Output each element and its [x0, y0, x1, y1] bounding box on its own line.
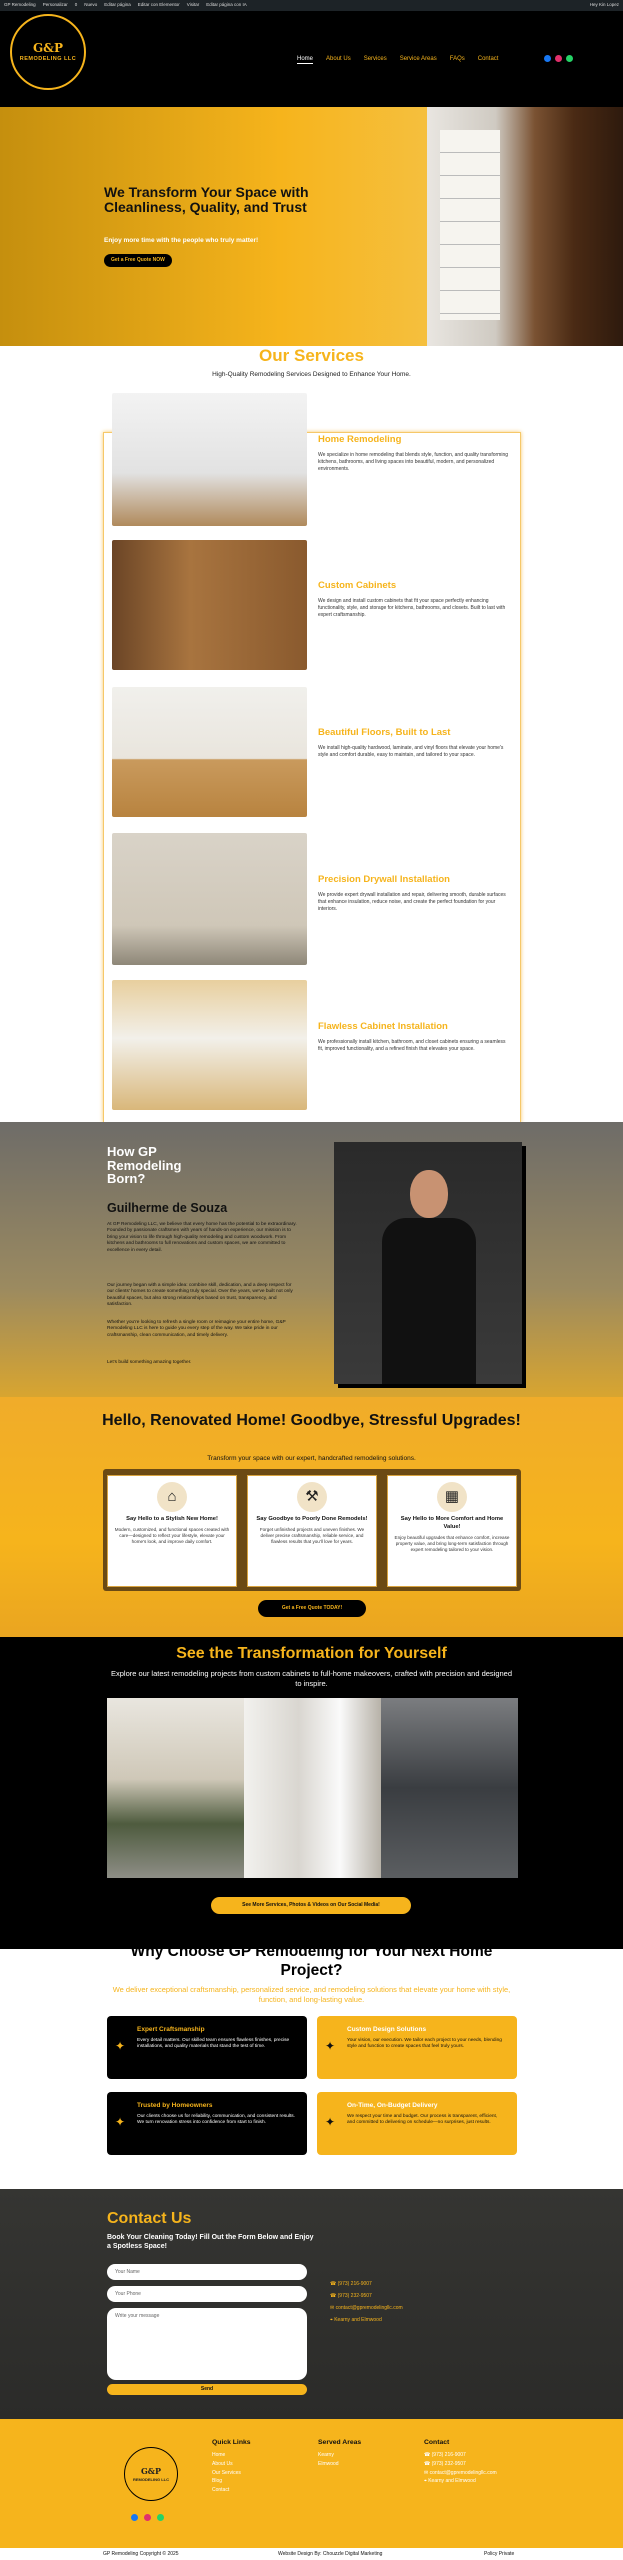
service-text: We design and install custom cabinets that fit your space perfectly enhancing functionality, style, and storage for kitchens, bathrooms, and closets. Built to last with expert craftsmanship.	[318, 598, 506, 618]
whatsapp-icon[interactable]	[566, 55, 573, 62]
footer-contact-text: (973) 216-9007	[431, 2452, 466, 2458]
footer-link[interactable]: Blog	[212, 2478, 223, 2485]
copyright: GP Remodeling Copyright © 2025	[103, 2551, 179, 2557]
contact-phone[interactable]: ☎ (973) 232-9507	[330, 2293, 372, 2299]
quick-links-heading: Quick Links	[212, 2439, 251, 2446]
sparkle-icon: ✦	[325, 2039, 336, 2053]
services-title: Our Services	[259, 346, 364, 365]
contact-phone[interactable]: ☎ (973) 216-9007	[330, 2281, 372, 2287]
about-paragraph: At GP Remodeling LLC, we believe that every home has the potential to be extraordinary. Founded by passionate craftsmen with years of hands-on experience, our mission is to bring your vision to life through high-quality remodeling and custom woodwork. From kitchens and bathrooms to full renovations and custom spaces, we are committed to excellence in every detail.	[107, 1222, 297, 1253]
footer-link[interactable]: Home	[212, 2452, 226, 2458]
contact-section	[0, 2189, 623, 2419]
designer-credit[interactable]: Website Design By: Chouzzle Digital Marketing	[278, 2551, 383, 2557]
message-textarea[interactable]: Write your message	[107, 2308, 307, 2380]
name-input[interactable]: Your Name	[107, 2264, 307, 2280]
why-heading: On-Time, On-Budget Delivery	[347, 2102, 438, 2109]
service-image-floors	[112, 687, 307, 817]
admin-item[interactable]: Nuevo	[84, 2, 98, 8]
footer-contact-text: Kearny and Elmwood	[428, 2478, 476, 2485]
founder-figure-head	[410, 1170, 448, 1218]
why-heading: Trusted by Homeowners	[137, 2102, 213, 2109]
instagram-icon[interactable]	[144, 2514, 151, 2521]
about-paragraph: Let's build something amazing together.	[107, 1360, 192, 1365]
service-text: We professionally install kitchen, bathroom, and closet cabinets ensuring a seamless fit, improved functionality, and a refined finish that elevates your space.	[318, 1039, 506, 1052]
admin-item[interactable]: GP Remodeling	[4, 2, 36, 8]
nav-faqs[interactable]: FAQs	[449, 56, 465, 62]
contact-phone-text: (973) 216-9007	[337, 2281, 372, 2287]
benefit-heading: Say Goodbye to Poorly Done Remodels!	[256, 1516, 368, 1522]
contact-title: Contact Us	[107, 2210, 192, 2227]
phone-input[interactable]: Your Phone	[107, 2286, 307, 2302]
service-heading: Precision Drywall Installation	[318, 874, 450, 885]
footer-logo-mono: G&P	[140, 2465, 162, 2476]
benefit-heading: Say Hello to More Comfort and Home Value!	[400, 1516, 504, 1530]
footer-contact-text: (973) 232-9507	[431, 2460, 466, 2467]
service-text: We specialize in home remodeling that blends style, function, and quality transforming kitchens, bathrooms, and living spaces into beautiful, modern, and personalized environments.	[318, 452, 509, 472]
footer-contact-heading: Contact	[424, 2439, 450, 2446]
hero-subtitle: Enjoy more time with the people who truly matter!	[104, 237, 259, 244]
service-heading: Flawless Cabinet Installation	[318, 1021, 448, 1032]
free-quote-button[interactable]: Get a Free Quote TODAY!	[258, 1600, 366, 1617]
site-footer	[0, 2419, 623, 2560]
admin-item[interactable]: Personalizar	[42, 2, 68, 8]
why-heading: Expert Craftsmanship	[137, 2026, 205, 2033]
benefit-text: Enjoy beautiful upgrades that enhance comfort, increase property value, and bring long-term satisfaction through expert remodeling tailored to your vision.	[394, 1534, 510, 1552]
why-text: We respect your time and budget. Our process is transparent, efficient, and committed to delivering on schedule—no surprises, just results.	[347, 2113, 498, 2126]
benefit-card	[387, 1475, 517, 1587]
footer-logo-name: REMODELING LLC	[133, 2476, 169, 2482]
contact-email[interactable]: ✉ contact@gpremodelingllc.com	[330, 2305, 403, 2311]
whatsapp-icon[interactable]	[157, 2514, 164, 2521]
nav-services[interactable]: Services	[363, 56, 387, 62]
hello-title: Hello, Renovated Home! Goodbye, Stressful Upgrades!	[102, 1412, 521, 1429]
tools-icon: ⚒	[297, 1482, 327, 1512]
footer-logo[interactable]	[124, 2447, 178, 2501]
transformation-title: See the Transformation for Yourself	[176, 1645, 447, 1662]
founder-name: Guilherme de Souza	[107, 1201, 228, 1215]
facebook-icon[interactable]	[544, 55, 551, 62]
transformation-subtitle: Explore our latest remodeling projects from custom cabinets to full-home makeovers, crafted with precision and designed to inspire.	[110, 1669, 513, 1689]
contact-phone-text: (973) 232-9507	[337, 2293, 372, 2299]
served-areas	[318, 2452, 339, 2468]
admin-item[interactable]: Editar página	[104, 2, 131, 8]
founder-figure	[382, 1218, 476, 1384]
about-paragraph: Whether you're looking to refresh a single room or reimagine your entire home, G&P Remodeling LLC is here to guide you every step of the way. We take pride in our craftsmanship, clean communication, and timely delivery.	[107, 1320, 286, 1338]
nav-home[interactable]: Home	[297, 55, 313, 64]
project-photo	[381, 1698, 518, 1878]
hero-quote-button[interactable]: Get a Free Quote NOW	[104, 254, 172, 267]
sparkle-icon: ✦	[325, 2115, 336, 2129]
room-icon: ▦	[437, 1482, 467, 1512]
footer-contact-text: contact@gpremodelingllc.com	[429, 2469, 497, 2476]
why-box	[107, 2092, 307, 2155]
contact-location: ⌖ Kearny and Elmwood	[330, 2317, 382, 2323]
area-item[interactable]: Kearny	[318, 2452, 334, 2458]
service-heading: Beautiful Floors, Built to Last	[318, 727, 451, 738]
admin-item[interactable]: 0	[74, 2, 78, 8]
why-text: Every detail matters. Our skilled team ensures flawless finishes, precise installations, and quality materials that stand the test of time.	[137, 2037, 290, 2050]
about-title: How GP Remodeling Born?	[107, 1144, 182, 1187]
hero-title: We Transform Your Space with Cleanliness, Quality, and Trust	[104, 184, 309, 215]
house-icon: ⌂	[157, 1482, 187, 1512]
hero-cabinets-image	[440, 130, 500, 320]
contact-subtitle: Book Your Cleaning Today! Fill Out the Form Below and Enjoy a Spotless Space!	[107, 2234, 314, 2251]
social-links	[544, 55, 573, 62]
about-paragraph: Our journey began with a simple idea: combine skill, dedication, and a deep respect for our clients' homes to create something truly special. Over the years, we've built not only beautiful spaces, but also strong relationships based on trust, transparency, and satisfaction.	[107, 1283, 293, 1308]
service-heading: Custom Cabinets	[318, 580, 397, 591]
admin-bar	[0, 0, 623, 11]
admin-item[interactable]: Visitar	[186, 2, 200, 8]
contact-email-text: contact@gpremodelingllc.com	[335, 2305, 403, 2311]
nav-about[interactable]: About Us	[326, 56, 351, 62]
contact-location-text: Kearny and Elmwood	[334, 2317, 382, 2323]
why-text: Our clients choose us for reliability, communication, and consistent results. We turn renovation stress into confidence from start to finish.	[137, 2113, 296, 2126]
send-button[interactable]: Send	[107, 2384, 307, 2395]
footer-contact-item[interactable]: ☎ (973) 232-9507	[424, 2460, 466, 2467]
service-image-home-remodeling	[112, 393, 307, 526]
logo-mono: G&P	[32, 41, 64, 56]
benefit-card	[107, 1475, 237, 1587]
why-subtitle: We deliver exceptional craftsmanship, personalized service, and remodeling solutions that elevate your home with style, function, and long-lasting value.	[112, 1985, 511, 2005]
services-subtitle: High-Quality Remodeling Services Designed to Enhance Your Home.	[212, 371, 411, 378]
sparkle-icon: ✦	[115, 2115, 126, 2129]
why-text: Your vision, our execution. We tailor each project to your needs, blending style and function to create spaces that feel truly yours.	[347, 2037, 502, 2050]
benefit-text: Modern, customized, and functional spaces created with care—designed to reflect your lifestyle, elevate your home's look, and improve daily comfort.	[114, 1526, 230, 1545]
sparkle-icon: ✦	[115, 2039, 126, 2053]
privacy-link[interactable]: Policy Private	[484, 2551, 515, 2557]
service-heading: Home Remodeling	[318, 434, 402, 445]
footer-link[interactable]: Our Services	[212, 2469, 241, 2476]
project-photo	[244, 1698, 381, 1878]
footer-contact-item[interactable]: ✉ contact@gpremodelingllc.com	[424, 2469, 497, 2476]
why-box	[317, 2016, 517, 2079]
why-box	[107, 2016, 307, 2079]
why-box	[317, 2092, 517, 2155]
footer-link[interactable]: About Us	[212, 2460, 233, 2467]
footer-link[interactable]: Contact	[212, 2487, 230, 2493]
service-text: We install high-quality hardwood, laminate, and vinyl floors that elevate your home's style and comfort durable, easy to maintain, and tailored to your space.	[318, 745, 504, 758]
admin-user[interactable]: Hey Kin Lopez	[589, 2, 619, 8]
footer-social	[131, 2514, 164, 2521]
about-section	[0, 1122, 623, 1397]
nav-areas[interactable]: Service Areas	[399, 56, 437, 62]
footer-contact-item: ⌖ Kearny and Elmwood	[424, 2478, 476, 2485]
why-title: Why Choose GP Remodeling for Your Next Home Project?	[130, 1943, 493, 1979]
benefit-text: Forget unfinished projects and uneven finishes. We deliver precise craftsmanship, reliable service, and flawless results that you'll love for years.	[259, 1526, 365, 1545]
area-item[interactable]: Elmwood	[318, 2460, 339, 2467]
benefit-heading: Say Hello to a Stylish New Home!	[126, 1516, 218, 1522]
hello-subtitle: Transform your space with our expert, handcrafted remodeling solutions.	[207, 1455, 416, 1462]
main-nav	[297, 55, 498, 64]
facebook-icon[interactable]	[131, 2514, 138, 2521]
social-media-button[interactable]: See More Services, Photos & Videos on Our Social Media!	[211, 1897, 411, 1914]
nav-contact[interactable]: Contact	[477, 56, 499, 62]
admin-item[interactable]: Editar página con IA	[206, 2, 247, 8]
areas-heading: Served Areas	[318, 2439, 362, 2446]
service-image-custom-cabinets	[112, 540, 307, 670]
service-image-cabinet-installation	[112, 980, 307, 1110]
footer-contact	[424, 2452, 497, 2485]
footer-bottom-bar	[0, 2548, 623, 2560]
project-photo	[107, 1698, 244, 1878]
footer-contact-item[interactable]: ☎ (973) 216-9007	[424, 2452, 466, 2458]
service-text: We provide expert drywall installation and repair, delivering smooth, durable surfaces that enhance insulation, reduce noise, and create the perfect foundation for your interiors.	[318, 892, 506, 912]
quick-links	[212, 2452, 241, 2494]
admin-item[interactable]: Editar con Elementor	[137, 2, 180, 8]
logo-name: REMODELING LLC	[19, 56, 77, 63]
service-image-drywall	[112, 833, 307, 965]
why-heading: Custom Design Solutions	[347, 2026, 427, 2033]
site-logo[interactable]	[10, 14, 86, 90]
benefit-card	[247, 1475, 377, 1587]
instagram-icon[interactable]	[555, 55, 562, 62]
